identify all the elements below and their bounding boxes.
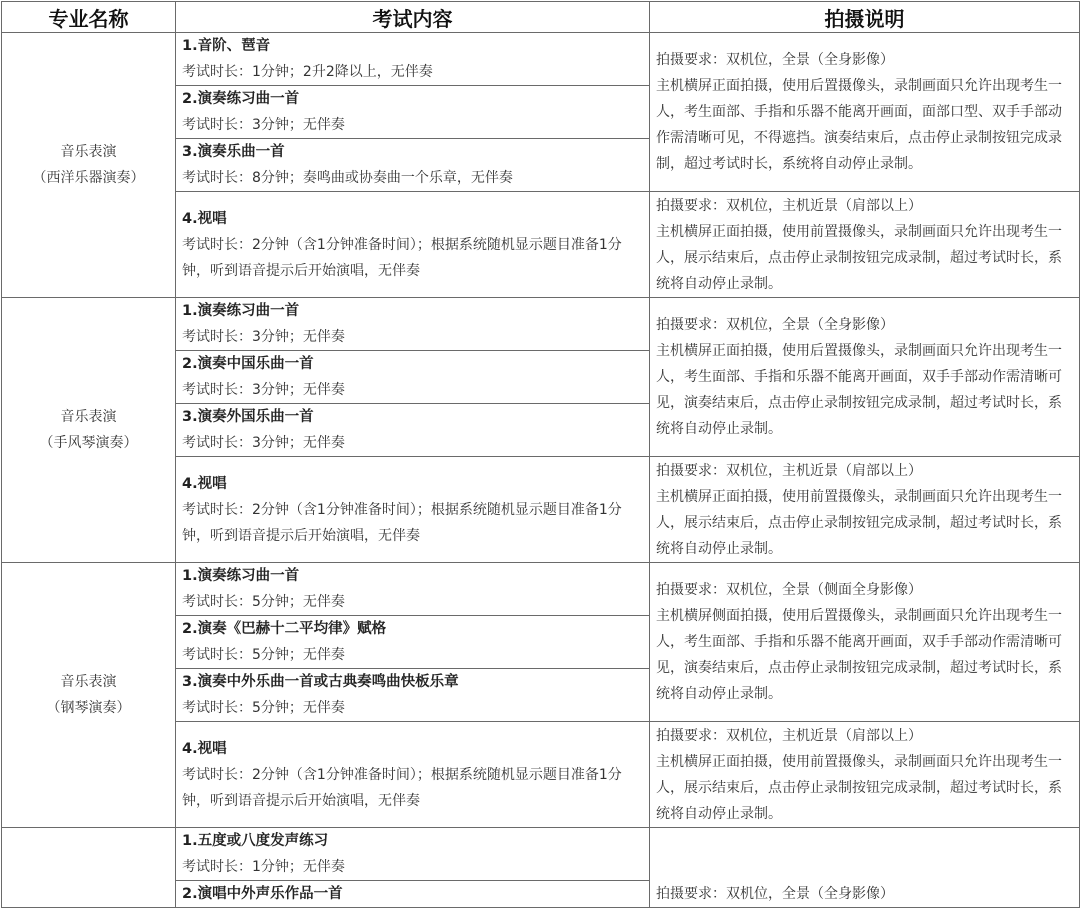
content-item [176, 669, 650, 722]
header-content: 考试内容 [176, 2, 650, 33]
content-item [176, 616, 650, 669]
item-title: 1.演奏练习曲一首 [182, 303, 300, 319]
filming-notes [650, 33, 1080, 192]
filming-notes-sightsinging [650, 722, 1080, 828]
major-name: 音乐表演 [60, 674, 117, 690]
table-row [2, 298, 1080, 351]
item-detail: 考试时长：5分钟；无伴奏 [182, 647, 345, 663]
header-notes: 拍摄说明 [650, 2, 1080, 33]
content-item [176, 139, 650, 192]
item-title: 4.视唱 [182, 210, 227, 227]
filming-notes [650, 563, 1080, 722]
filming-notes-sightsinging [650, 192, 1080, 298]
content-item [176, 722, 650, 828]
header-row [2, 2, 1080, 33]
note-text: 拍摄要求：双机位，全景（全身影像） 主机横屏正面拍摄，使用后置摄像头，录制画面只允许出现考生一人，考生面部、手指和乐器不能离开画面，双手手部动作需清晰可见，演奏结束后，点击停止录制按钮完成录制，超过考试时长，系统将自动停止录制。 [656, 317, 1062, 437]
content-item [176, 351, 650, 404]
item-title: 1.音阶、琶音 [182, 38, 271, 54]
content-item [176, 404, 650, 457]
major-name: 音乐表演 [60, 409, 117, 425]
item-title: 1.演奏练习曲一首 [182, 568, 300, 584]
major-subname: （西洋乐器演奏） [32, 170, 145, 186]
note-text: 拍摄要求：双机位，主机近景（肩部以上） 主机横屏正面拍摄，使用前置摄像头，录制画面只允许出现考生一人，展示结束后，点击停止录制按钮完成录制，超过考试时长，系统将自动停止录制。 [656, 462, 1062, 557]
item-detail: 考试时长：2分钟（含1分钟准备时间）；根据系统随机显示题目准备1分钟，听到语音提示后开始演唱，无伴奏 [182, 236, 622, 279]
note-text: 拍摄要求：双机位，全景（全身影像） 主机横屏正面拍摄，使用后置摄像头，录制画面只允许出现考生一人，考生面部、手指和乐器不能离开画面，面部口型、双手手部动作需清晰可见，不得遮挡。演奏结束后，点击停止录制按钮完成录制，超过考试时长，系统将自动停止录制。 [656, 52, 1062, 172]
major-cell [2, 563, 176, 828]
item-title: 3.演奏外国乐曲一首 [182, 409, 314, 425]
item-detail: 考试时长：2分钟（含1分钟准备时间）；根据系统随机显示题目准备1分钟，听到语音提示后开始演唱，无伴奏 [182, 501, 622, 544]
filming-notes-sightsinging [650, 457, 1080, 563]
item-title: 2.演奏中国乐曲一首 [182, 356, 314, 372]
item-title: 2.演唱中外声乐作品一首 [182, 886, 343, 902]
exam-requirements-table [1, 1, 1080, 908]
item-detail: 考试时长：3分钟；无伴奏 [182, 435, 345, 451]
item-title: 1.五度或八度发声练习 [182, 833, 329, 849]
note-text: 拍摄要求：双机位，主机近景（肩部以上） 主机横屏正面拍摄，使用前置摄像头，录制画面只允许出现考生一人，展示结束后，点击停止录制按钮完成录制，超过考试时长，系统将自动停止录制。 [656, 727, 1062, 822]
major-subname: （手风琴演奏） [39, 435, 138, 451]
item-detail: 考试时长：1分钟；2升2降以上，无伴奏 [182, 64, 433, 80]
item-detail: 考试时长：3分钟；无伴奏 [182, 117, 345, 133]
item-detail: 考试时长：3分钟；无伴奏 [182, 329, 345, 345]
content-item [176, 192, 650, 298]
item-title: 3.演奏中外乐曲一首或古典奏鸣曲快板乐章 [182, 674, 459, 690]
item-detail: 考试时长：3分钟；无伴奏 [182, 382, 345, 398]
major-cell [2, 298, 176, 563]
content-item [176, 457, 650, 563]
content-item [176, 86, 650, 139]
header-major: 专业名称 [2, 2, 176, 33]
item-detail: 考试时长：1分钟；无伴奏 [182, 859, 345, 875]
major-name: 音乐表演 [60, 144, 117, 160]
major-cell [2, 33, 176, 298]
item-detail: 考试时长：5分钟；无伴奏 [182, 594, 345, 610]
content-item [176, 881, 650, 908]
item-detail: 考试时长：2分钟（含1分钟准备时间）；根据系统随机显示题目准备1分钟，听到语音提示后开始演唱，无伴奏 [182, 766, 622, 809]
table-row [2, 33, 1080, 86]
item-title: 4.视唱 [182, 475, 227, 492]
item-detail: 考试时长：8分钟；奏鸣曲或协奏曲一个乐章，无伴奏 [182, 170, 513, 186]
note-text: 拍摄要求：双机位，主机近景（肩部以上） 主机横屏正面拍摄，使用前置摄像头，录制画面只允许出现考生一人，展示结束后，点击停止录制按钮完成录制，超过考试时长，系统将自动停止录制。 [656, 197, 1062, 292]
content-item [176, 563, 650, 616]
content-item [176, 828, 650, 881]
major-subname: （钢琴演奏） [46, 700, 131, 716]
table-row [2, 828, 1080, 881]
major-cell [2, 828, 176, 908]
filming-notes [650, 298, 1080, 457]
content-item [176, 298, 650, 351]
note-text: 拍摄要求：双机位，全景（全身影像） [656, 886, 894, 902]
note-text: 拍摄要求：双机位，全景（侧面全身影像） 主机横屏侧面拍摄，使用后置摄像头，录制画面只允许出现考生一人，考生面部、手指和乐器不能离开画面，双手手部动作需清晰可见，演奏结束后，点击停止录制按钮完成录制，超过考试时长，系统将自动停止录制。 [656, 582, 1062, 702]
item-title: 4.视唱 [182, 740, 227, 757]
table-row [2, 563, 1080, 616]
content-item [176, 33, 650, 86]
item-title: 2.演奏练习曲一首 [182, 91, 300, 107]
item-detail: 考试时长：5分钟；无伴奏 [182, 700, 345, 716]
item-title: 2.演奏《巴赫十二平均律》赋格 [182, 621, 387, 637]
item-title: 3.演奏乐曲一首 [182, 144, 285, 160]
filming-notes [650, 828, 1080, 908]
